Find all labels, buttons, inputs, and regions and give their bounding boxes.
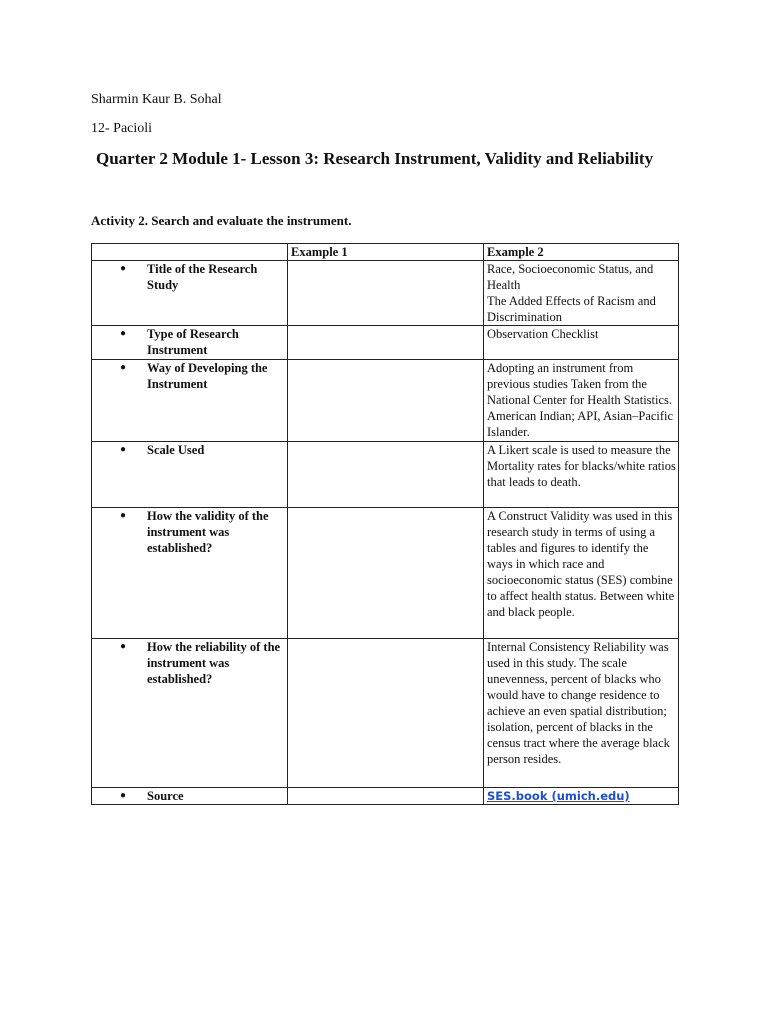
row-label: Title of the Research Study: [147, 262, 258, 292]
cell-text: Race, Socioeconomic Status, and Health: [487, 262, 654, 292]
bullet-icon: ●: [120, 790, 127, 801]
row-label-cell: [92, 639, 288, 788]
row-label-cell: [92, 442, 288, 508]
example-2-cell: [484, 326, 679, 360]
example-1-cell: [288, 261, 484, 326]
cell-text: Internal Consistency Reliability was used in this study. The scale unevenness, percent of blacks who would have to change residence to achieve an even spatial distribution; isolation, percent of blacks in the census tract where the average black person resides.: [487, 640, 670, 766]
activity-heading: Activity 2. Search and evaluate the instrument.: [91, 213, 352, 228]
example-2-cell: [484, 261, 679, 326]
bullet-icon: ●: [120, 362, 127, 373]
table-row: [92, 788, 679, 805]
example-1-cell: [288, 442, 484, 508]
header-empty: [92, 244, 288, 261]
row-label-cell: [92, 326, 288, 360]
document-title: Quarter 2 Module 1- Lesson 3: Research Instrument, Validity and Reliability: [96, 149, 654, 168]
cell-text: The Added Effects of Racism and Discrimination: [487, 294, 656, 324]
row-label: How the reliability of the instrument was established?: [147, 640, 281, 686]
evaluation-table: [91, 243, 679, 805]
row-label: How the validity of the instrument was established?: [147, 509, 269, 555]
example-1-cell: [288, 508, 484, 639]
row-label: Source: [147, 789, 184, 803]
bullet-icon: ●: [120, 444, 127, 455]
row-label-cell: [92, 788, 288, 805]
row-label-cell: [92, 508, 288, 639]
bullet-icon: ●: [120, 641, 127, 652]
table-row: [92, 639, 679, 788]
example-2-cell: [484, 442, 679, 508]
example-2-cell: [484, 360, 679, 442]
cell-text: A Likert scale is used to measure the Mortality rates for blacks/white ratios that leads to death.: [487, 443, 676, 489]
example-1-cell: [288, 360, 484, 442]
row-label-cell: [92, 360, 288, 442]
example-1-cell: [288, 788, 484, 805]
row-label: Type of Research Instrument: [147, 327, 239, 357]
table-row: [92, 360, 679, 442]
cell-text: A Construct Validity was used in this research study in terms of using a tables and figures to identify the ways in which race and socioeconomic status (SES) combine to affect health status. Between white and black people.: [487, 509, 675, 619]
bullet-icon: ●: [120, 328, 127, 339]
example-1-cell: [288, 326, 484, 360]
table-row: [92, 326, 679, 360]
header-example-1: Example 1: [288, 244, 484, 261]
table-header-row: [92, 244, 679, 261]
table-row: [92, 442, 679, 508]
bullet-icon: ●: [120, 510, 127, 521]
table-row: [92, 261, 679, 326]
row-label-cell: [92, 261, 288, 326]
table-row: [92, 508, 679, 639]
example-2-cell: [484, 788, 679, 805]
cell-text: Observation Checklist: [487, 327, 599, 341]
bullet-icon: ●: [120, 263, 127, 274]
row-label: Way of Developing the Instrument: [147, 361, 268, 391]
example-2-cell: [484, 508, 679, 639]
example-1-cell: [288, 639, 484, 788]
cell-text: Adopting an instrument from previous studies Taken from the National Center for Health Statistics. American Indian; API, Asian–Pacific Islander.: [487, 361, 674, 439]
source-link[interactable]: SES.book (umich.edu): [487, 789, 630, 803]
class-section: 12- Pacioli: [91, 121, 153, 136]
author-name: Sharmin Kaur B. Sohal: [91, 92, 222, 107]
row-label: Scale Used: [147, 443, 205, 457]
header-example-2: Example 2: [484, 244, 679, 261]
example-2-cell: [484, 639, 679, 788]
